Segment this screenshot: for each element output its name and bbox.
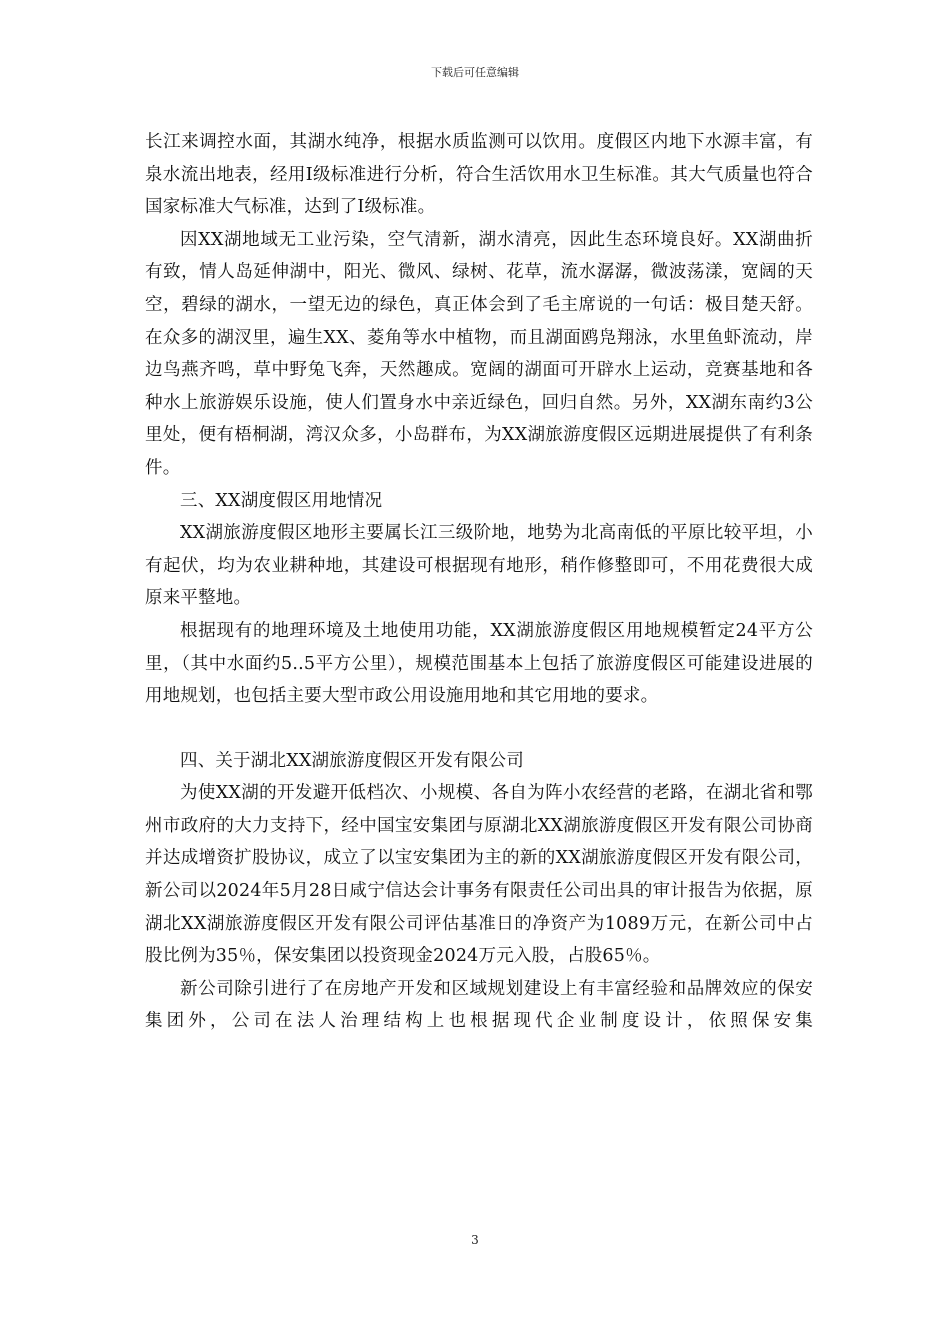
paragraph-terrain: XX湖旅游度假区地形主要属长江三级阶地，地势为北高南低的平原比较平坦，小有起伏，均为农业耕种地，其建设可根据现有地形，稍作修整即可，不用花费很大成原来平整地。 (145, 523, 813, 609)
page-number: 3 (471, 1233, 479, 1247)
page-header: 下载后可任意编辑 (431, 66, 519, 79)
document-body (145, 126, 813, 1038)
section-heading-land-use: 三、XX湖度假区用地情况 (180, 490, 383, 511)
paragraph-company-governance: 新公司除引进行了在房地产开发和区域规划建设上有丰富经验和品牌效应的保安集团外，公司在法人治理结构上也根据现代企业制度设计，依照保安集 (145, 978, 813, 1032)
paragraph-land-scale: 根据现有的地理环境及土地使用功能，XX湖旅游度假区用地规模暂定24平方公里，（其中水面约5..5平方公里），规模范围基本上包括了旅游度假区可能建设进展的用地规划，也包括主要大型市政公用设施用地和其它用地的要求。 (145, 620, 813, 707)
section-heading-company: 四、关于湖北XX湖旅游度假区开发有限公司 (180, 750, 524, 771)
paragraph-water-quality: 长江来调控水面，其湖水纯净，根据水质监测可以饮用。度假区内地下水源丰富，有泉水流出地表，经用Ⅰ级标准进行分析，符合生活饮用水卫生标准。其大气质量也符合国家标准大气标准，达到了Ⅰ级标准。 (145, 132, 813, 218)
paragraph-gap (145, 713, 813, 745)
paragraph-company-formation: 为使XX湖的开发避开低档次、小规模、各自为阵小农经营的老路，在湖北省和鄂州市政府的大力支持下，经中国宝安集团与原湖北XX湖旅游度假区开发有限公司协商并达成增资扩股协议，成立了以宝安集团为主的新的XX湖旅游度假区开发有限公司，新公司以2024年5月28日咸宁信达会计事务有限责任公司出具的审计报告为依据，原湖北XX湖旅游度假区开发有限公司评估基准日的净资产为1089万元，在新公司中占股比例为35％，保安集团以投资现金2024万元入股，占股65％。 (145, 783, 813, 967)
paragraph-ecology: 因XX湖地域无工业污染，空气清新，湖水清亮，因此生态环境良好。XX湖曲折有致，情人岛延伸湖中，阳光、微风、绿树、花草，流水潺潺，微波荡漾，宽阔的天空，碧绿的湖水，一望无边的绿色，真正体会到了毛主席说的一句话：极目楚天舒。在众多的湖汊里，遍生XX、菱角等水中植物，而且湖面鸥凫翔泳，水里鱼虾流动，岸边鸟燕齐鸣，草中野兔飞奔，天然趣成。宽阔的湖面可开辟水上运动，竞赛基地和各种水上旅游娱乐设施，使人们置身水中亲近绿色，回归自然。另外，XX湖东南约3公里处，便有梧桐湖，湾汉众多，小岛群布，为XX湖旅游度假区远期进展提供了有利条件。 (145, 229, 813, 478)
